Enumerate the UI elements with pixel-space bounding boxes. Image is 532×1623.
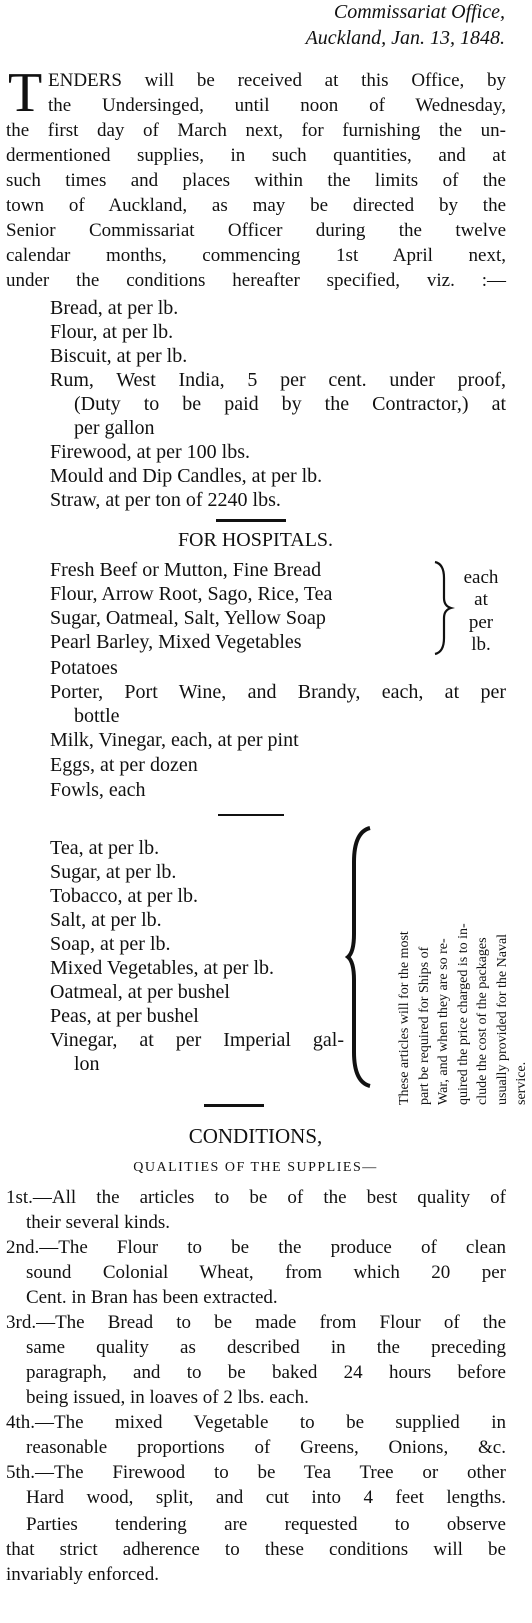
hospital-item: Eggs, at per dozen	[50, 754, 198, 776]
hospital-item: Fresh Beef or Mutton, Fine Bread	[50, 559, 322, 581]
conditions-heading: CONDITIONS,	[188, 1124, 323, 1148]
intro-line: calendar months, commencing 1st April next,	[6, 245, 506, 266]
naval-item: Vinegar, at per Imperial gal-	[50, 1029, 344, 1051]
naval-side-note	[395, 883, 529, 1105]
side-note-line: quired the price charged is to in-	[455, 923, 471, 1105]
intro-line: under the conditions hereafter specified, viz. :—	[6, 270, 506, 291]
brace-note-line: lb.	[471, 634, 491, 655]
intro-line: the first day of March next, for furnishing the un-	[6, 120, 506, 141]
condition-line: same quality as described in the preceding	[26, 1337, 506, 1358]
closing-line: invariably enforced.	[6, 1564, 159, 1585]
brace-icon	[346, 826, 376, 1088]
intro-line: ENDERS will be received at this Office, by	[48, 70, 506, 91]
place-date-line: Auckland, Jan. 13, 1848.	[305, 27, 505, 49]
condition-line: 3rd.—The Bread to be made from Flour of the	[6, 1312, 506, 1333]
naval-item: Sugar, at per lb.	[50, 861, 177, 883]
supply-item: per gallon	[74, 417, 155, 439]
section-divider	[216, 519, 286, 522]
hospital-item: Potatoes	[50, 657, 118, 679]
brace-note-line: at	[474, 589, 488, 610]
drop-cap: T	[8, 62, 43, 124]
hospitals-heading: FOR HOSPITALS.	[177, 529, 334, 551]
side-note-line: service.	[514, 1061, 529, 1105]
intro-line: dermentioned supplies, in such quantities, and at	[6, 145, 506, 166]
naval-item: Oatmeal, at per bushel	[50, 981, 230, 1003]
condition-line: paragraph, and to be baked 24 hours before	[26, 1362, 506, 1383]
intro-line: Senior Commissariat Officer during the twelve	[6, 220, 506, 241]
naval-item: Tobacco, at per lb.	[50, 885, 198, 907]
naval-item: Tea, at per lb.	[50, 837, 160, 859]
side-note-line: clude the cost of the packages	[475, 937, 490, 1105]
supply-item: (Duty to be paid by the Contractor,) at	[74, 393, 506, 415]
conditions-subheading: QUALITIES OF THE SUPPLIES—	[133, 1160, 378, 1175]
naval-item: Soap, at per lb.	[50, 933, 171, 955]
naval-item: Peas, at per bushel	[50, 1005, 199, 1027]
condition-line: 1st.—All the articles to be of the best quality of	[6, 1187, 506, 1208]
hospital-item: Porter, Port Wine, and Brandy, each, at per	[50, 681, 506, 703]
closing-line: that strict adherence to these conditions will be	[6, 1539, 506, 1560]
side-note-line: These articles will for the most	[397, 931, 412, 1105]
condition-line: 2nd.—The Flour to be the produce of clean	[6, 1237, 506, 1258]
condition-line: 5th.—The Firewood to be Tea Tree or other	[6, 1462, 506, 1483]
supply-item: Firewood, at per 100 lbs.	[50, 441, 250, 463]
intro-line: town of Auckland, as may be directed by the	[6, 195, 506, 216]
supply-item: Bread, at per lb.	[50, 297, 179, 319]
supply-item: Mould and Dip Candles, at per lb.	[50, 465, 323, 487]
office-line: Commissariat Office,	[333, 1, 505, 23]
supply-item: Flour, at per lb.	[50, 321, 174, 343]
side-note-line: War, and when they are so re-	[436, 938, 451, 1105]
brace-note-line: each	[463, 567, 499, 588]
side-note-line: part be required for Ships of	[416, 946, 432, 1105]
side-note-line: usually provided for the Naval	[494, 933, 510, 1105]
hospital-item: Fowls, each	[50, 779, 146, 801]
supply-item: Rum, West India, 5 per cent. under proof,	[50, 369, 506, 391]
hospital-item: bottle	[74, 705, 120, 727]
supply-item: Straw, at per ton of 2240 lbs.	[50, 489, 281, 511]
condition-line: Hard wood, split, and cut into 4 feet lengths.	[26, 1487, 506, 1508]
condition-line: their several kinds.	[26, 1212, 171, 1233]
brace-icon	[432, 560, 454, 656]
hospital-item: Flour, Arrow Root, Sago, Rice, Tea	[50, 583, 333, 605]
section-divider	[218, 814, 284, 816]
hospital-item: Sugar, Oatmeal, Salt, Yellow Soap	[50, 607, 326, 629]
naval-item: lon	[74, 1053, 100, 1075]
hospital-item: Milk, Vinegar, each, at per pint	[50, 729, 299, 751]
brace-note-line: per	[468, 612, 494, 633]
condition-line: Cent. in Bran has been extracted.	[26, 1287, 278, 1308]
supply-item: Biscuit, at per lb.	[50, 345, 188, 367]
condition-line: sound Colonial Wheat, from which 20 per	[26, 1262, 506, 1283]
condition-line: being issued, in loaves of 2 lbs. each.	[26, 1387, 309, 1408]
section-divider	[204, 1104, 264, 1107]
condition-line: reasonable proportions of Greens, Onions, &c.	[26, 1437, 506, 1458]
hospital-item: Pearl Barley, Mixed Vegetables	[50, 631, 302, 653]
naval-item: Salt, at per lb.	[50, 909, 162, 931]
closing-line: Parties tendering are requested to observe	[26, 1514, 506, 1535]
intro-line: such times and places within the limits of the	[6, 170, 506, 191]
naval-item: Mixed Vegetables, at per lb.	[50, 957, 275, 979]
intro-line: the Undersinged, until noon of Wednesday,	[48, 95, 506, 116]
condition-line: 4th.—The mixed Vegetable to be supplied in	[6, 1412, 506, 1433]
